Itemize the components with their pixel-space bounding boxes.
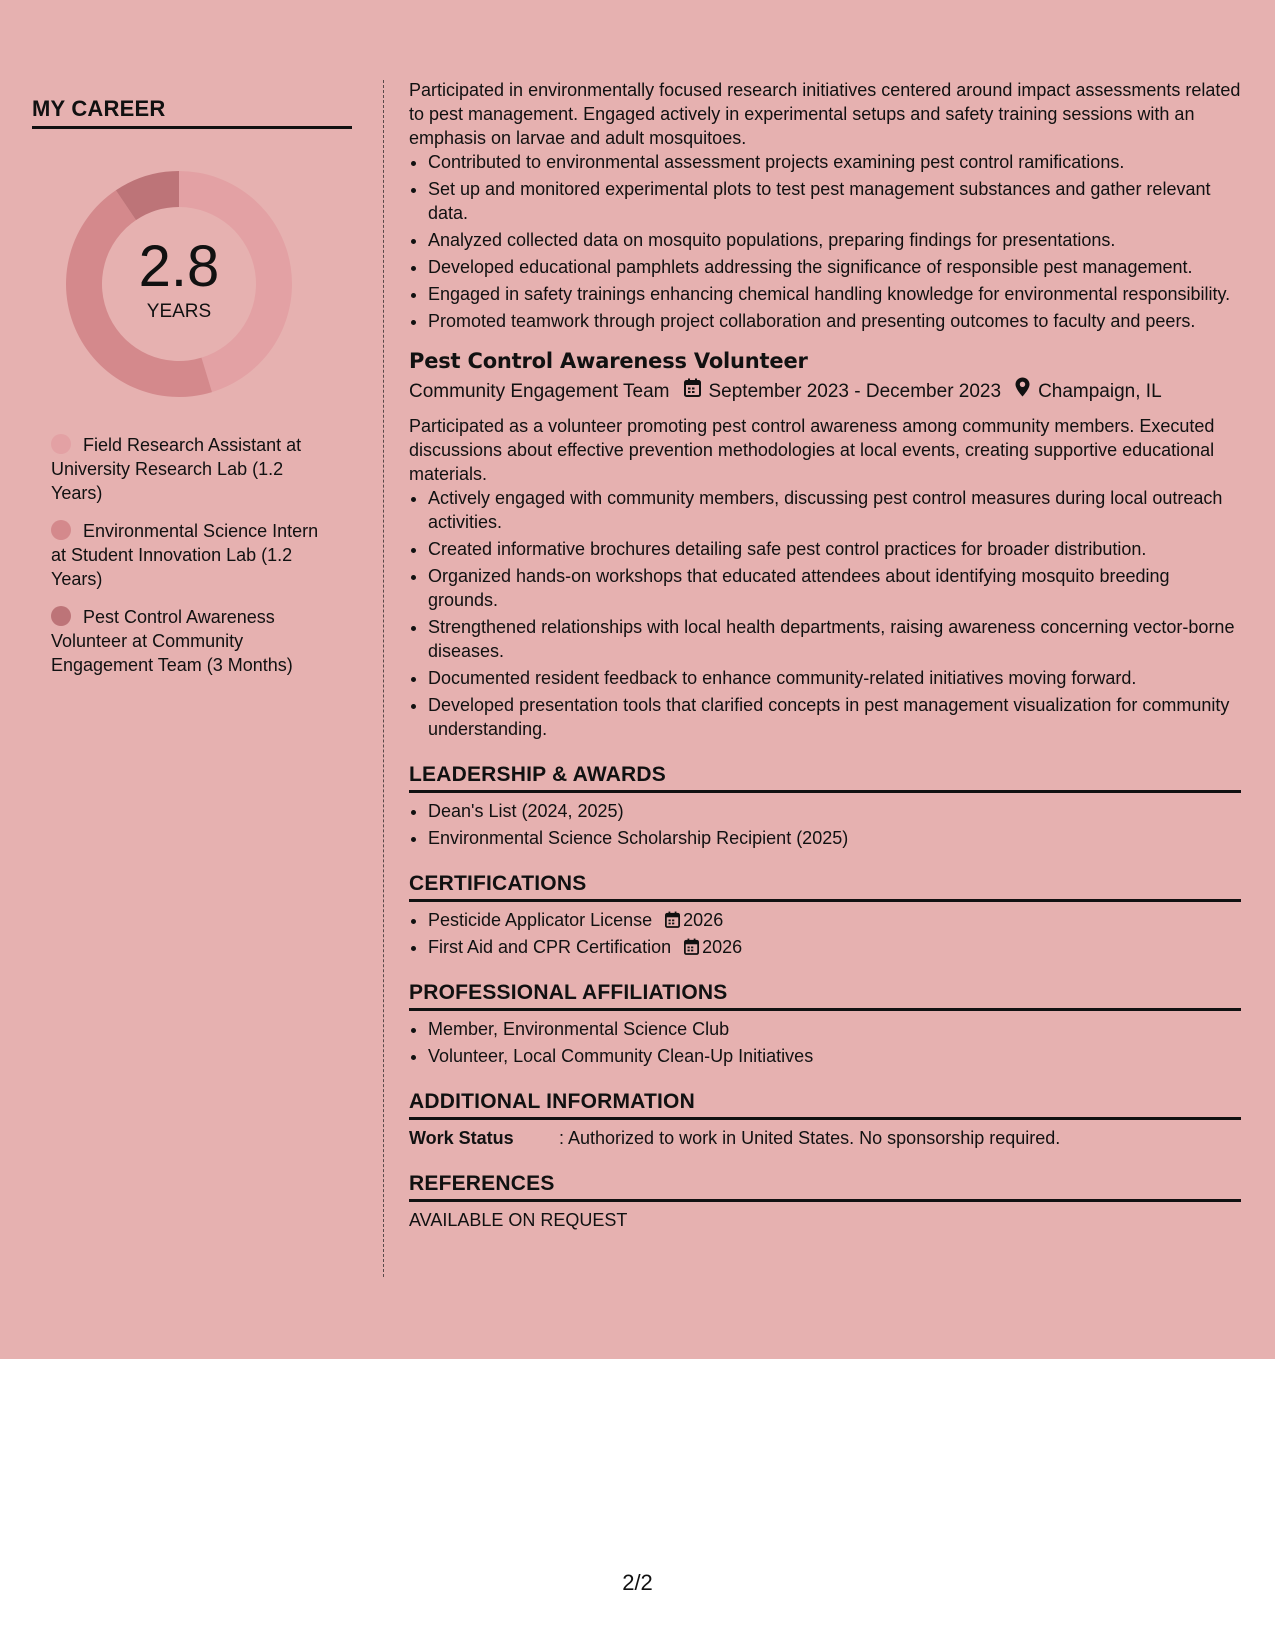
total-years-value: 2.8 [138,234,220,299]
cert-year: 2026 [683,910,724,930]
job-dates: September 2023 - December 2023 [708,380,1002,402]
list-item: • Volunteer, Local Community Clean-Up Initiatives [428,1044,1241,1068]
legend-label: Pest Control Awareness Volunteer at Community Engagement Team (3 Months) [51,607,293,675]
legend-dot [51,606,71,626]
calendar-icon [684,938,699,955]
prev-job-summary: Participated in environmentally focused research initiatives centered around impact assessments related to pest management. Engaged actively in experimental setups and safety training sessions with an emphasis on larvae and adult mosquitoes. [409,80,1241,148]
list-item: • Set up and monitored experimental plots to test pest management substances and gather relevant data. [428,177,1241,225]
job-location: Champaign, IL [1038,380,1162,402]
list-item: • Dean's List (2024, 2025) [428,799,1241,823]
career-sidebar [32,96,352,691]
references-heading: REFERENCES [409,1172,1241,1202]
work-status-row [409,1126,1241,1150]
legend-dot [51,520,71,540]
list-item: • Developed educational pamphlets addressing the significance of responsible pest management. [428,255,1241,279]
job-title: Pest Control Awareness Volunteer [409,349,808,373]
column-divider [383,80,384,1277]
certifications-heading: CERTIFICATIONS [409,872,1241,902]
cert-date [684,937,742,957]
page-number: 2/2 [622,1570,653,1595]
list-item: • Contributed to environmental assessment projects examining pest control ramifications. [428,150,1241,174]
affiliations-heading: PROFESSIONAL AFFILIATIONS [409,981,1241,1011]
awards-heading: LEADERSHIP & AWARDS [409,763,1241,793]
career-donut-chart [64,169,294,399]
legend-label: Field Research Assistant at University Research Lab (1.2 Years) [51,435,302,503]
additional-heading: ADDITIONAL INFORMATION [409,1090,1241,1120]
awards-list [409,799,1241,850]
list-item: • Created informative brochures detailing safe pest control practices for broader distribution. [428,537,1241,561]
list-item: • Organized hands-on workshops that educated attendees about identifying mosquito breeding grounds. [428,564,1241,612]
legend-item [51,519,336,591]
legend-dot [51,434,71,454]
list-item [428,908,1241,932]
list-item: • Environmental Science Scholarship Recipient (2025) [428,826,1241,850]
job-org: Community Engagement Team [409,380,670,402]
job-meta [409,377,1241,406]
main-column [409,78,1241,1232]
list-item: • Developed presentation tools that clarified concepts in pest management visualization for community understanding. [428,693,1241,741]
calendar-icon [684,378,701,406]
work-status-label: Work Status [409,1128,514,1148]
calendar-icon [665,911,680,928]
cert-date [665,910,723,930]
prev-job-bullets [409,150,1241,333]
work-status-value: : Authorized to work in United States. No sponsorship required. [559,1128,1061,1148]
cert-year: 2026 [702,937,743,957]
cert-name: First Aid and CPR Certification [428,937,672,957]
affiliations-list [409,1017,1241,1068]
list-item: • Documented resident feedback to enhance community-related initiatives moving forward. [428,666,1241,690]
cert-name: Pesticide Applicator License [428,910,653,930]
job-summary: Participated as a volunteer promoting pest control awareness among community members. Executed discussions about effective prevention methodologies at local events, creating supportive educational materials. [409,416,1215,484]
list-item: • Member, Environmental Science Club [428,1017,1241,1041]
list-item: • Engaged in safety trainings enhancing chemical handling knowledge for environmental responsibility. [428,282,1241,306]
list-item [428,935,1241,959]
legend-item [51,605,336,677]
list-item: • Analyzed collected data on mosquito populations, preparing findings for presentations. [428,228,1241,252]
list-item: • Actively engaged with community members, discussing pest control measures during local outreach activities. [428,486,1241,534]
donut-center [64,169,294,399]
legend-label: Environmental Science Intern at Student Innovation Lab (1.2 Years) [51,521,319,589]
total-years-unit: YEARS [146,301,212,322]
legend-item [51,433,336,505]
location-pin-icon [1015,377,1030,406]
list-item: • Strengthened relationships with local health departments, raising awareness concerning vector-borne diseases. [428,615,1241,663]
certifications-list [409,908,1241,959]
career-heading: MY CAREER [32,96,352,129]
job-bullets [409,486,1241,741]
list-item: • Promoted teamwork through project collaboration and presenting outcomes to faculty and peers. [428,309,1241,333]
references-text: AVAILABLE ON REQUEST [409,1210,628,1230]
career-legend [51,433,336,677]
